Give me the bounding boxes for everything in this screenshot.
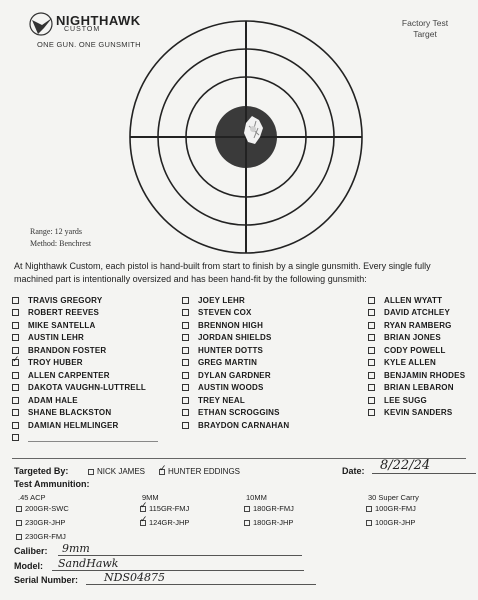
gunsmith-row[interactable] xyxy=(368,394,465,407)
gunsmith-checkbox[interactable] xyxy=(368,309,375,316)
gunsmith-checkbox[interactable] xyxy=(182,309,189,316)
gunsmith-checkbox[interactable] xyxy=(12,422,19,429)
gunsmith-name: RYAN RAMBERG xyxy=(384,320,452,330)
gunsmith-row[interactable] xyxy=(368,294,465,307)
gunsmith-name: BRENNON HIGH xyxy=(198,320,264,330)
gunsmith-name: JOEY LEHR xyxy=(198,295,245,305)
gunsmith-checkbox[interactable] xyxy=(12,309,19,316)
ammo-checkbox[interactable] xyxy=(244,506,250,512)
gunsmith-row[interactable] xyxy=(182,357,289,370)
ammo-option-label: 180GR-FMJ xyxy=(253,504,294,513)
gunsmith-row[interactable] xyxy=(12,394,158,407)
gunsmith-name: BRAYDON CARNAHAN xyxy=(198,420,290,430)
gunsmith-name: BRIAN JONES xyxy=(384,333,441,343)
gunsmith-name: DAVID ATCHLEY xyxy=(384,308,451,318)
serial-number-label: Serial Number: xyxy=(14,575,79,585)
ammo-option-label: 200GR-SWC xyxy=(25,504,69,513)
gunsmith-name: BRIAN LEBARON xyxy=(384,383,454,393)
gunsmith-row[interactable] xyxy=(182,294,289,307)
gunsmith-checkbox[interactable] xyxy=(12,372,19,379)
gunsmith-row[interactable] xyxy=(368,382,465,395)
gunsmith-name: TREY NEAL xyxy=(198,395,245,405)
ammo-option[interactable] xyxy=(366,518,415,527)
gunsmith-checkbox[interactable] xyxy=(368,297,375,304)
gunsmith-checkbox[interactable] xyxy=(182,397,189,404)
gunsmith-row[interactable] xyxy=(182,382,289,395)
gunsmith-name: AUSTIN WOODS xyxy=(198,383,264,393)
gunsmith-checkbox[interactable] xyxy=(12,347,19,354)
ammo-label: Test Ammunition: xyxy=(14,479,90,489)
gunsmith-name: ALLEN CARPENTER xyxy=(28,370,110,380)
ammo-checkbox[interactable] xyxy=(16,520,22,526)
gunsmith-row[interactable] xyxy=(12,332,158,345)
intro-text: At Nighthawk Custom, each pistol is hand-built from start to finish by a single gunsmith. Every single fully machined part is intentionally oversized and has been hand-fit by the following gunsmith: xyxy=(14,261,431,284)
caliber-value[interactable]: 9mm xyxy=(58,542,302,556)
gunsmith-name: STEVEN COX xyxy=(198,308,252,318)
gunsmith-checkbox[interactable] xyxy=(368,384,375,391)
ammo-checkbox[interactable] xyxy=(366,520,372,526)
gunsmith-name: MIKE SANTELLA xyxy=(28,320,96,330)
test-target xyxy=(128,20,368,260)
ammo-option[interactable] xyxy=(244,504,294,513)
gunsmith-name: SHANE BLACKSTON xyxy=(28,408,112,418)
gunsmith-checkbox[interactable] xyxy=(12,334,19,341)
gunsmith-name: ROBERT REEVES xyxy=(28,308,100,318)
gunsmith-name: ADAM HALE xyxy=(28,395,78,405)
model-label: Model: xyxy=(14,561,43,571)
gunsmith-name: GREG MARTIN xyxy=(198,358,258,368)
gunsmith-row[interactable] xyxy=(368,357,465,370)
gunsmith-name: DYLAN GARDNER xyxy=(198,370,271,380)
gunsmith-row[interactable] xyxy=(12,319,158,332)
caliber-label: Caliber: xyxy=(14,546,48,556)
targeted-by-checkbox[interactable] xyxy=(159,469,165,475)
gunsmith-name: ALLEN WYATT xyxy=(384,295,443,305)
ammo-caliber-heading: 9MM xyxy=(142,493,159,502)
gunsmith-checkbox[interactable] xyxy=(368,359,375,366)
gunsmith-checkbox[interactable] xyxy=(368,397,375,404)
gunsmith-name: KYLE ALLEN xyxy=(384,358,436,368)
gunsmith-checkbox[interactable] xyxy=(182,372,189,379)
write-in-line[interactable] xyxy=(28,433,158,442)
gunsmith-row[interactable] xyxy=(182,344,289,357)
gunsmith-name: DAKOTA VAUGHN-LUTTRELL xyxy=(28,383,147,393)
gunsmith-name: CODY POWELL xyxy=(384,345,446,355)
gunsmith-name: HUNTER DOTTS xyxy=(198,345,264,355)
factory-test-label: Factory Test Target xyxy=(401,18,449,39)
gunsmith-row[interactable] xyxy=(368,307,465,320)
gunsmith-checkbox[interactable] xyxy=(182,359,189,366)
gunsmith-column-1 xyxy=(12,294,158,444)
gunsmith-row[interactable] xyxy=(12,382,158,395)
gunsmith-checkbox[interactable] xyxy=(368,372,375,379)
gunsmith-checkbox[interactable] xyxy=(12,297,19,304)
gunsmith-checkbox[interactable] xyxy=(182,297,189,304)
targeted-by-option[interactable] xyxy=(88,467,145,476)
ammo-checkbox[interactable] xyxy=(16,506,22,512)
gunsmith-checkbox[interactable] xyxy=(182,322,189,329)
gunsmith-checkbox[interactable] xyxy=(182,384,189,391)
gunsmith-checkbox[interactable] xyxy=(12,322,19,329)
targeted-by-label: Targeted By: xyxy=(14,466,69,476)
targeted-by-name: NICK JAMES xyxy=(97,467,146,476)
ammo-checkbox[interactable] xyxy=(140,520,146,526)
ammo-checkbox[interactable] xyxy=(366,506,372,512)
gunsmith-row[interactable] xyxy=(182,332,289,345)
ammo-caliber-heading: 30 Super Carry xyxy=(368,493,419,502)
gunsmith-row[interactable] xyxy=(12,357,158,370)
gunsmith-column-2 xyxy=(182,294,289,432)
ammo-caliber-heading: 10MM xyxy=(246,493,267,502)
gunsmith-checkbox[interactable] xyxy=(12,359,19,366)
gunsmith-checkbox[interactable] xyxy=(368,322,375,329)
gunsmith-row[interactable] xyxy=(368,407,465,420)
gunsmith-row[interactable] xyxy=(182,407,289,420)
ammo-option[interactable] xyxy=(16,504,69,513)
gunsmith-name: BENJAMIN RHODES xyxy=(384,370,466,380)
ammo-checkbox[interactable] xyxy=(244,520,250,526)
ammo-option-label: 180GR-JHP xyxy=(253,518,294,527)
ammo-option-label: 230GR-FMJ xyxy=(25,532,66,541)
targeted-by-name: HUNTER EDDINGS xyxy=(168,467,241,476)
gunsmith-checkbox[interactable] xyxy=(182,409,189,416)
gunsmith-row[interactable] xyxy=(368,332,465,345)
gunsmith-checkbox[interactable] xyxy=(12,409,19,416)
range-text: Range: 12 yards xyxy=(30,227,82,236)
gunsmith-name: LEE SUGG xyxy=(384,395,427,405)
ammo-option-label: 124GR-JHP xyxy=(149,518,190,527)
gunsmith-checkbox[interactable] xyxy=(12,434,19,441)
gunsmith-name: AUSTIN LEHR xyxy=(28,333,84,343)
gunsmith-row[interactable] xyxy=(182,419,289,432)
ammo-option[interactable] xyxy=(244,518,293,527)
gunsmith-row[interactable] xyxy=(12,369,158,382)
ammo-option-label: 100GR-JHP xyxy=(375,518,416,527)
gunsmith-name: BRANDON FOSTER xyxy=(28,345,107,355)
ammo-checkbox[interactable] xyxy=(16,534,22,540)
gunsmith-checkbox[interactable] xyxy=(182,334,189,341)
gunsmith-checkbox[interactable] xyxy=(182,347,189,354)
ammo-option[interactable] xyxy=(140,504,189,513)
targeted-by-options xyxy=(88,467,240,476)
gunsmith-name: TRAVIS GREGORY xyxy=(28,295,103,305)
gunsmith-checkbox[interactable] xyxy=(368,347,375,354)
gunsmith-checkbox[interactable] xyxy=(182,422,189,429)
gunsmith-row[interactable] xyxy=(12,419,158,432)
ammo-option[interactable] xyxy=(16,518,65,527)
gunsmith-row[interactable] xyxy=(12,294,158,307)
date-value[interactable]: 8/22/24 xyxy=(372,458,476,474)
gunsmith-name: DAMIAN HELMLINGER xyxy=(28,420,119,430)
brand-tagline: ONE GUN. ONE GUNSMITH xyxy=(37,40,141,49)
brand-sub: CUSTOM xyxy=(64,26,101,33)
gunsmith-name: TROY HUBER xyxy=(28,358,83,368)
gunsmith-column-3 xyxy=(368,294,465,419)
model-value[interactable]: SandHawk xyxy=(52,557,304,571)
gunsmith-row-blank[interactable] xyxy=(12,432,158,445)
gunsmith-row[interactable] xyxy=(368,344,465,357)
targeted-by-checkbox[interactable] xyxy=(88,469,94,475)
gunsmith-checkbox[interactable] xyxy=(368,334,375,341)
gunsmith-row[interactable] xyxy=(12,307,158,320)
gunsmith-row[interactable] xyxy=(12,407,158,420)
brand-name: NIGHTHAWK xyxy=(56,13,141,28)
gunsmith-checkbox[interactable] xyxy=(12,384,19,391)
gunsmith-checkbox[interactable] xyxy=(368,409,375,416)
targeted-by-option[interactable] xyxy=(159,467,240,476)
gunsmith-row[interactable] xyxy=(368,319,465,332)
date-label: Date: xyxy=(342,466,365,476)
gunsmith-row[interactable] xyxy=(182,369,289,382)
target-info xyxy=(30,226,91,250)
ammo-option-label: 230GR-JHP xyxy=(25,518,66,527)
method-text: Method: Benchrest xyxy=(30,239,92,248)
ammo-option[interactable] xyxy=(16,532,66,541)
gunsmith-row[interactable] xyxy=(182,307,289,320)
ammo-option-label: 100GR-FMJ xyxy=(375,504,416,513)
ammo-checkbox[interactable] xyxy=(140,506,146,512)
gunsmith-row[interactable] xyxy=(182,319,289,332)
gunsmith-checkbox[interactable] xyxy=(12,397,19,404)
gunsmith-name: ETHAN SCROGGINS xyxy=(198,408,280,418)
ammo-option[interactable] xyxy=(140,518,189,527)
ammo-option-label: 115GR-FMJ xyxy=(149,504,190,513)
gunsmith-name: JORDAN SHIELDS xyxy=(198,333,272,343)
gunsmith-row[interactable] xyxy=(12,344,158,357)
ammo-option[interactable] xyxy=(366,504,416,513)
gunsmith-row[interactable] xyxy=(182,394,289,407)
serial-number-value[interactable]: NDS04875 xyxy=(86,571,316,585)
gunsmith-row[interactable] xyxy=(368,369,465,382)
gunsmith-name: KEVIN SANDERS xyxy=(384,408,453,418)
ammo-caliber-heading: .45 ACP xyxy=(18,493,46,502)
